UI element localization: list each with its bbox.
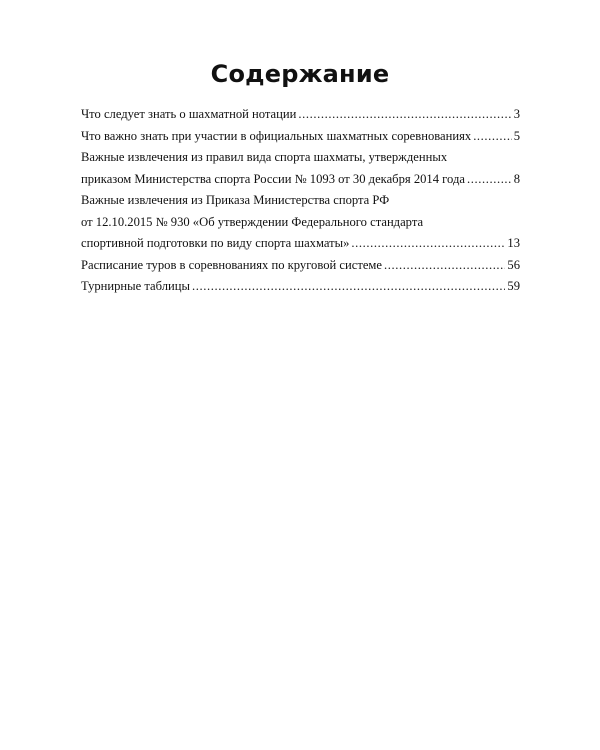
toc-entry [81,276,520,298]
toc-line [81,212,520,234]
toc-leader-dots [351,233,505,255]
toc-line [81,190,520,212]
toc-entry [81,104,520,126]
toc-entry-title: Важные извлечения из правил вида спорта шахматы, утвержденных [81,150,448,164]
toc-entry-title: приказом Министерства спорта России № 1093 от 30 декабря 2014 года [81,171,465,186]
toc-entry [81,147,520,190]
toc-leader-dots [467,169,512,191]
table-of-contents [81,104,520,298]
toc-line [81,126,520,148]
toc-leader-dots [192,276,505,298]
toc-leader-dots [298,104,511,126]
toc-entry-title: Что следует знать о шахматной нотации [81,107,297,121]
toc-entry-title: Важные извлечения из Приказа Министерства спорта РФ [81,193,390,207]
toc-page-number: 3 [513,107,520,121]
toc-entry [81,190,520,255]
toc-page-number: 8 [513,171,520,186]
toc-page-number: 5 [513,128,520,143]
toc-entry-title: Расписание туров в соревнованиях по круговой системе [81,257,382,272]
toc-entry-title: спортивной подготовки по виду спорта шахматы» [81,236,350,250]
toc-entry-title: Что важно знать при участии в официальных шахматных соревнованиях [81,128,472,143]
toc-page-number: 13 [507,236,520,250]
toc-page-number: 59 [507,279,520,293]
toc-entry-title: от 12.10.2015 № 930 «Об утверждении Федерального стандарта [81,214,424,229]
toc-line [81,233,520,255]
toc-entry [81,126,520,148]
toc-page-number: 56 [507,257,520,272]
toc-leader-dots [473,126,512,148]
toc-entry [81,255,520,277]
toc-line [81,104,520,126]
toc-leader-dots [384,255,505,277]
toc-entry-title: Турнирные таблицы [81,279,190,293]
toc-line [81,147,520,169]
toc-line [81,276,520,298]
page-title: Содержание [210,60,390,88]
toc-line [81,169,520,191]
toc-line [81,255,520,277]
